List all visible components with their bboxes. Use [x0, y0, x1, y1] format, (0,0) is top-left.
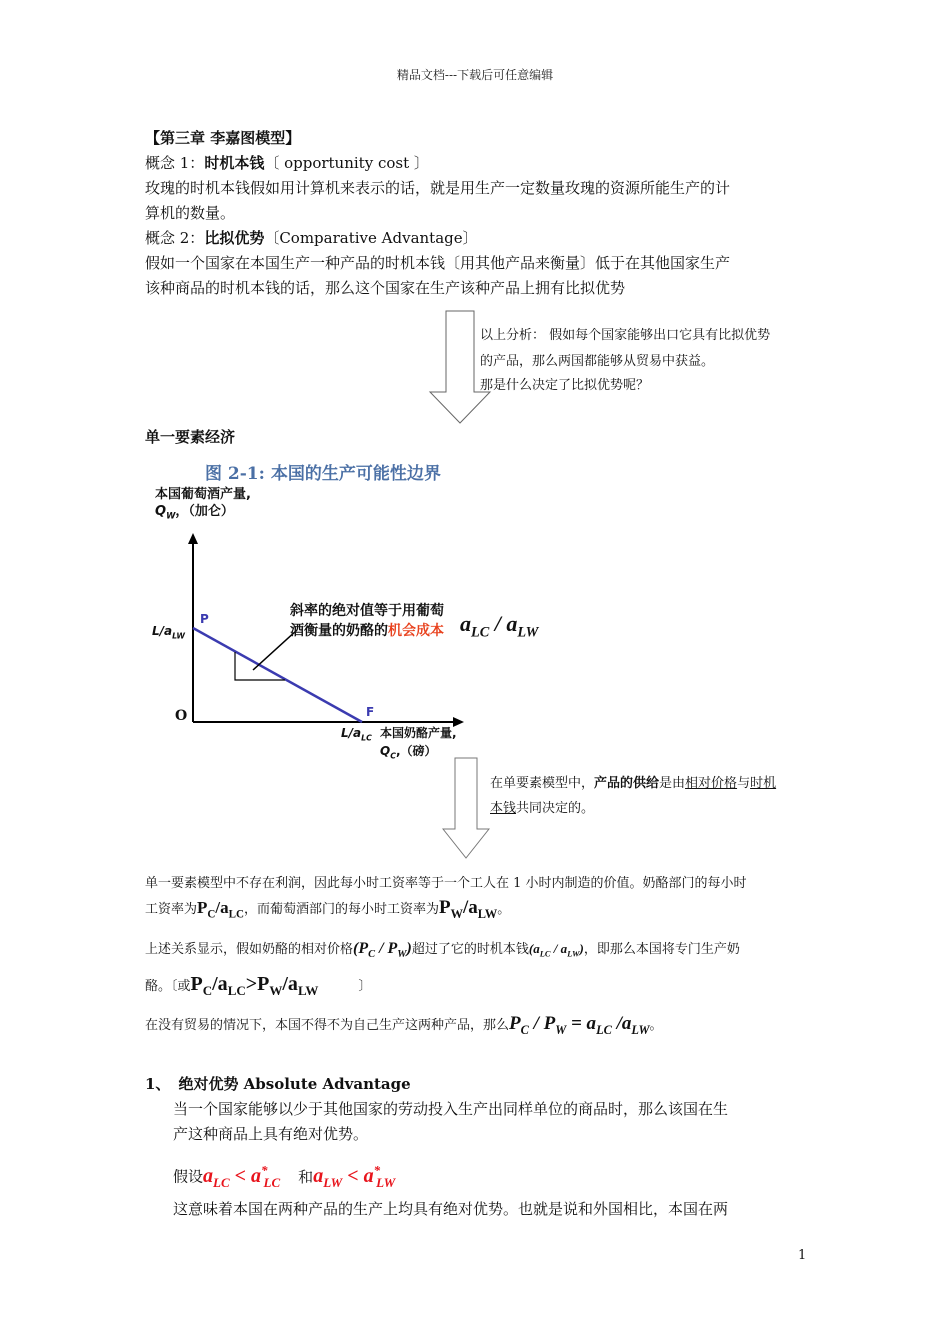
down-arrow-icon — [442, 757, 490, 861]
concept1-text-1: 玫瑰的时机本钱假如用计算机来表示的话，就是用生产一定数量玫瑰的资源所能生产的计 — [145, 179, 731, 197]
figure-title: 图 2-1: 本国的生产可能性边界 — [205, 464, 441, 484]
chapter-title: 【第三章 李嘉图模型】 — [145, 129, 301, 147]
concept1-paren: 〔 opportunity cost 〕 — [264, 154, 429, 172]
concept1-line — [145, 151, 429, 176]
xlabel-2: $Q_C$,（磅） — [380, 744, 437, 761]
annotation-line1: 斜率的绝对值等于用葡萄 — [290, 603, 444, 619]
figure-ylabel — [155, 486, 251, 525]
para1-line1: 单一要素模型中不存在利润，因此每小时工资率等于一个工人在 1 小时内制造的价值。奶酪部门的每小时 — [145, 876, 747, 891]
point-f-label: F — [366, 705, 375, 719]
x-intercept-label: $L/a_{LC}$ — [341, 726, 372, 743]
concept1-prefix: 概念 1： — [145, 154, 205, 172]
page-number: 1 — [798, 1248, 807, 1263]
xlabel-1: 本国奶酪产量, — [380, 726, 457, 740]
page-header: 精品文档---下载后可任意编辑 — [396, 68, 554, 82]
concept2-prefix: 概念 2： — [145, 229, 205, 247]
concept2-text-2: 该种商品的时机本钱的话，那么这个国家在生产该种产品上拥有比拟优势 — [145, 279, 626, 297]
section-single-factor: 单一要素经济 — [145, 428, 236, 446]
note2-line2: 本钱共同决定的。 — [490, 801, 595, 816]
assumption-line: 假设$a_{LC} < a^*_{LC}$ 和$a_{LW} < a^*_{LW}$ — [173, 1162, 396, 1190]
figure-ylabel-2: $Q_W$，（加仑） — [155, 504, 234, 521]
y-axis-arrowhead — [188, 533, 198, 544]
ppf-line — [193, 628, 362, 722]
note1-line3: 那是什么决定了比拟优势呢？ — [480, 378, 650, 393]
slope-annotation — [290, 601, 444, 641]
note2: 在单要素模型中，产品的供给是由相对价格与时机 — [490, 776, 777, 791]
figure-ylabel-1: 本国葡萄酒产量, — [155, 487, 251, 502]
section1-text-2: 产这种商品上具有绝对优势。 — [173, 1125, 369, 1143]
point-p-label: P — [200, 612, 209, 626]
concept2-line — [145, 226, 478, 251]
concept2-paren: 〔Comparative Advantage〕 — [264, 229, 478, 247]
concept1-text-2: 算机的数量。 — [145, 204, 236, 222]
section1-heading: 1、 绝对优势 Absolute Advantage — [145, 1075, 411, 1093]
concept2-text-1: 假如一个国家在本国生产一种产品的时机本钱〔用其他产品来衡量〕低于在其他国家生产 — [145, 254, 731, 272]
para2-line2: 酪。〔或$P_C/a_{LC}>P_W/a_{LW}$ 〕 — [145, 973, 372, 998]
concept1-term: 时机本钱 — [204, 154, 265, 172]
note1-line2: 的产品，那么两国都能够从贸易中获益。 — [480, 354, 715, 369]
origin-label: O — [175, 708, 188, 724]
annotation-formula: $a_{LC} / a_{LW}$ — [460, 611, 539, 641]
note1-line1: 以上分析： 假如每个国家能够出口它具有比拟优势 — [480, 328, 771, 343]
para1-line2: 工资率为$P_C/a_{LC}$，而葡萄酒部门的每小时工资率为$P_W/a_{LW}$。 — [145, 897, 511, 921]
concept2-term: 比拟优势 — [204, 229, 265, 247]
section1-text-1: 当一个国家能够以少于其他国家的劳动投入生产出同样单位的商品时，那么该国在生 — [173, 1100, 729, 1118]
section1-text-3: 这意味着本国在两种产品的生产上均具有绝对优势。也就是说和外国相比，本国在两 — [173, 1200, 729, 1218]
para3: 在没有贸易的情况下，本国不得不为自己生产这两种产品，那么$P_C / P_W = a_{LC}$ $/a_{LW}$。 — [145, 1013, 663, 1037]
annotation-line2: 酒衡量的奶酪的机会成本 — [290, 623, 444, 639]
y-intercept-label: $L/a_{LW}$ — [152, 624, 186, 641]
para2-line1: 上述关系显示，假如奶酪的相对价格$(P_C / P_W)$超过了它的时机本钱$(a_{LC} / a_{LW})$，即那么本国将专门生产奶 — [145, 940, 740, 961]
